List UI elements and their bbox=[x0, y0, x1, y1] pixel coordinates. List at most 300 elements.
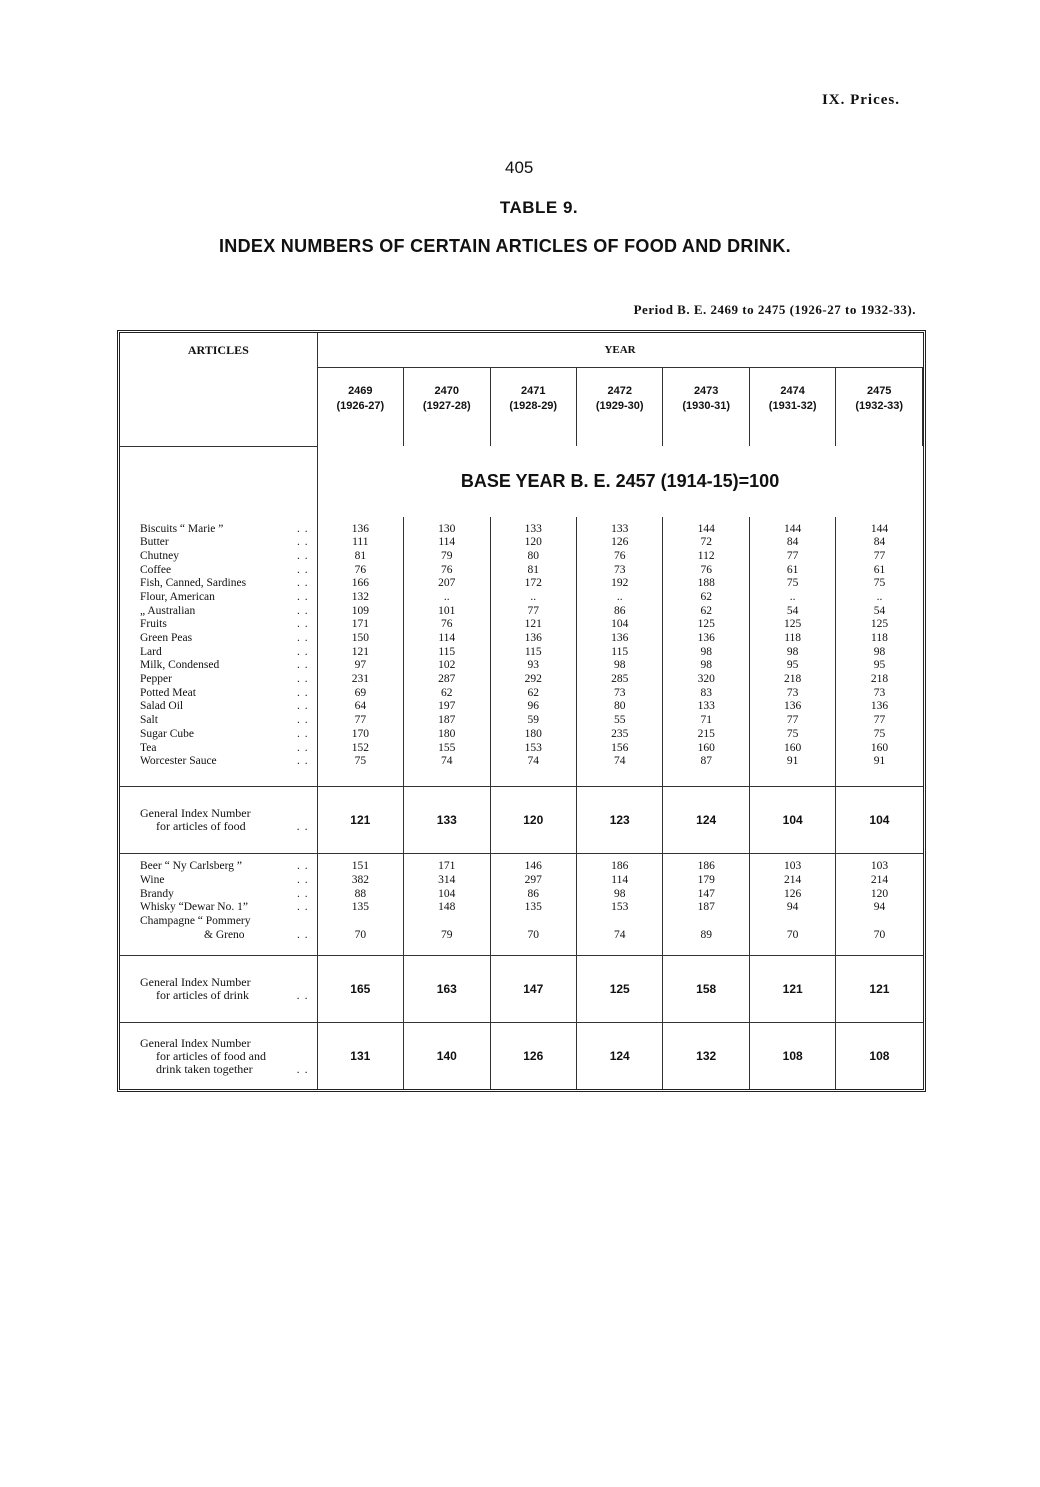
table-cell: 76 bbox=[354, 563, 367, 576]
table-cell: 62 bbox=[700, 590, 712, 603]
index-label-text: General Index Number bbox=[140, 975, 251, 989]
article-name-text: & Greno bbox=[204, 928, 245, 941]
table-cell: 179 bbox=[697, 873, 715, 886]
article-name-text: Salad Oil bbox=[140, 700, 184, 713]
leader-dots: . . bbox=[296, 673, 309, 686]
table-cell: 125 bbox=[784, 618, 802, 631]
article-name bbox=[140, 564, 317, 578]
table-cell: 74 bbox=[613, 928, 626, 941]
article-name-text: „ Australian bbox=[140, 604, 196, 617]
year-column-header bbox=[490, 368, 576, 447]
table-cell: 133 bbox=[697, 700, 715, 713]
table-cell: .. bbox=[530, 590, 537, 603]
index-value: 140 bbox=[404, 1023, 490, 1090]
year-values-column bbox=[576, 854, 662, 956]
year-column-header bbox=[317, 368, 403, 447]
article-name bbox=[140, 742, 317, 756]
table-cell: 160 bbox=[784, 741, 802, 754]
article-name-text: Chutney bbox=[140, 549, 179, 562]
index-value: 163 bbox=[404, 956, 490, 1023]
table-cell: 64 bbox=[354, 700, 367, 713]
index-label-text: for articles of food and bbox=[156, 1048, 266, 1063]
article-name bbox=[140, 888, 317, 902]
table-cell: 95 bbox=[873, 659, 886, 672]
leader-dots: . . bbox=[296, 659, 309, 672]
index-value: 120 bbox=[490, 787, 576, 854]
article-name: Champagne “ Pommery bbox=[140, 914, 251, 927]
total-index-row bbox=[120, 1023, 923, 1090]
table-cell: 130 bbox=[438, 522, 456, 535]
table-cell: 111 bbox=[352, 536, 369, 549]
year-ce: (1932-33) bbox=[855, 400, 904, 412]
table-cell: 80 bbox=[613, 700, 626, 713]
year-be: 2475 bbox=[866, 385, 892, 397]
table-cell: 382 bbox=[351, 873, 369, 886]
leader-dots: . . bbox=[296, 590, 309, 603]
table-cell: 98 bbox=[786, 645, 799, 658]
table-cell: 171 bbox=[351, 618, 369, 631]
index-value: 123 bbox=[576, 787, 662, 854]
table-cell: 75 bbox=[786, 577, 799, 590]
index-label-text: for articles of drink bbox=[156, 988, 249, 1002]
table-cell: 114 bbox=[438, 632, 456, 644]
table-cell: 151 bbox=[351, 860, 369, 873]
table-cell: 171 bbox=[438, 860, 456, 873]
table-cell: 118 bbox=[784, 632, 802, 644]
leader-dots: . . bbox=[296, 686, 309, 699]
table-cell: 84 bbox=[786, 536, 799, 549]
table-cell: 83 bbox=[700, 686, 712, 699]
table-cell: 73 bbox=[613, 686, 626, 699]
index-table bbox=[117, 330, 926, 1092]
table-cell: 136 bbox=[697, 632, 715, 644]
table-cell: 297 bbox=[524, 873, 542, 886]
leader-dots: . . bbox=[296, 577, 309, 590]
year-values-column bbox=[404, 517, 490, 787]
table-cell: 150 bbox=[351, 632, 369, 644]
table-cell: 121 bbox=[524, 618, 542, 631]
year-be: 2472 bbox=[607, 385, 632, 397]
article-name bbox=[140, 550, 317, 564]
table-cell: 81 bbox=[354, 549, 367, 562]
leader-dots: . . bbox=[296, 563, 309, 576]
table-cell: 70 bbox=[873, 928, 886, 941]
table-cell: .. bbox=[616, 590, 623, 603]
table-cell: 114 bbox=[611, 873, 629, 886]
table-cell: 104 bbox=[438, 887, 456, 900]
table-cell: 76 bbox=[441, 563, 453, 576]
index-value: 125 bbox=[576, 956, 662, 1023]
year-column-header bbox=[836, 368, 923, 447]
leader-dots: . . bbox=[296, 860, 309, 873]
table-cell: 197 bbox=[438, 700, 456, 713]
leader-dots: . . bbox=[296, 901, 309, 914]
table-cell: 231 bbox=[351, 673, 369, 686]
table-cell: 81 bbox=[527, 563, 539, 576]
article-name bbox=[140, 659, 317, 673]
index-value: 124 bbox=[663, 787, 749, 854]
table-title: INDEX NUMBERS OF CERTAIN ARTICLES OF FOOD AND DRINK. bbox=[219, 236, 791, 256]
page-number: 405 bbox=[505, 158, 534, 177]
table-cell: 54 bbox=[873, 604, 886, 617]
year-column-header bbox=[404, 368, 490, 447]
article-name-text: Pepper bbox=[140, 673, 172, 686]
index-label-line bbox=[140, 820, 317, 833]
year-values-column bbox=[490, 517, 576, 787]
table-cell: 146 bbox=[524, 860, 542, 873]
leader-dots: . . bbox=[296, 700, 309, 713]
table-cell: 103 bbox=[784, 860, 802, 873]
index-value: 165 bbox=[317, 956, 403, 1023]
table-cell: 69 bbox=[354, 686, 367, 699]
article-name-text: Milk, Condensed bbox=[140, 659, 220, 672]
table-cell: 136 bbox=[611, 632, 629, 644]
table-cell: 91 bbox=[873, 755, 886, 768]
year-values-column bbox=[749, 517, 835, 787]
table-cell: 153 bbox=[611, 901, 629, 914]
article-names-column bbox=[120, 517, 317, 787]
table-cell: 70 bbox=[786, 928, 799, 941]
article-name bbox=[140, 714, 317, 728]
table-cell: 156 bbox=[611, 741, 629, 754]
table-cell: 155 bbox=[438, 741, 456, 754]
article-name bbox=[140, 700, 317, 714]
year-ce: (1929-30) bbox=[595, 400, 644, 412]
table-cell: 218 bbox=[870, 673, 889, 686]
table-cell: 62 bbox=[527, 686, 539, 699]
year-values-column bbox=[749, 854, 835, 956]
table-cell: 98 bbox=[700, 645, 712, 658]
year-be: 2473 bbox=[693, 385, 719, 397]
table-cell: 75 bbox=[786, 727, 799, 740]
table-cell: 101 bbox=[438, 604, 456, 617]
table-label: TABLE 9. bbox=[499, 198, 579, 217]
table-cell: 115 bbox=[524, 645, 542, 658]
base-year-row bbox=[120, 446, 923, 517]
table-cell: 104 bbox=[611, 618, 629, 631]
index-value: 104 bbox=[749, 787, 835, 854]
table-cell: 86 bbox=[527, 887, 539, 900]
table-cell: 112 bbox=[697, 549, 715, 562]
table-cell: 72 bbox=[700, 536, 712, 549]
year-header: YEAR bbox=[317, 333, 922, 368]
table-cell: 125 bbox=[697, 618, 715, 631]
table-cell: 148 bbox=[438, 901, 456, 914]
table-body bbox=[120, 333, 923, 1089]
article-name-text: Wine bbox=[140, 873, 165, 886]
section-heading: IX. Prices. bbox=[821, 92, 900, 108]
table-cell: 132 bbox=[351, 590, 369, 603]
index-label-text: General Index Number bbox=[140, 1035, 251, 1050]
table-cell: 186 bbox=[611, 860, 629, 873]
table-cell: 102 bbox=[438, 659, 456, 672]
table-cell: 144 bbox=[784, 522, 802, 535]
year-values-column bbox=[576, 517, 662, 787]
table-cell: .. bbox=[789, 590, 796, 603]
index-value: 158 bbox=[663, 956, 749, 1023]
table-cell: 76 bbox=[441, 618, 453, 631]
table-cell: 118 bbox=[871, 632, 888, 644]
table-cell: 87 bbox=[700, 755, 712, 768]
article-name bbox=[140, 728, 317, 742]
table-cell: 77 bbox=[786, 714, 799, 727]
article-name-text: Flour, American bbox=[140, 590, 215, 603]
table-cell: 144 bbox=[870, 522, 889, 535]
table-cell: 285 bbox=[611, 673, 629, 686]
table-cell: 74 bbox=[613, 755, 626, 768]
table-cell: 136 bbox=[784, 700, 802, 713]
year-values-column bbox=[663, 854, 749, 956]
leader-dots: . . bbox=[296, 632, 309, 644]
article-name-text: Green Peas bbox=[140, 632, 193, 644]
article-name bbox=[140, 755, 317, 769]
article-name-text: Potted Meat bbox=[140, 686, 196, 699]
year-values-column bbox=[317, 854, 403, 956]
table-cell: 153 bbox=[524, 741, 542, 754]
table-cell: 115 bbox=[438, 645, 456, 658]
article-name bbox=[140, 605, 317, 619]
food-index-row bbox=[120, 787, 923, 854]
table-cell: 80 bbox=[527, 549, 539, 562]
table-cell: 121 bbox=[351, 645, 369, 658]
article-name-text: Biscuits “ Marie ” bbox=[140, 522, 224, 535]
table-cell: 94 bbox=[873, 901, 886, 914]
leader-dots: . . bbox=[296, 741, 309, 754]
table-cell: 61 bbox=[873, 563, 886, 576]
article-name bbox=[140, 523, 317, 537]
table-cell: 75 bbox=[354, 755, 367, 768]
index-value: 126 bbox=[490, 1023, 576, 1090]
index-value: 121 bbox=[749, 956, 835, 1023]
table-cell: 95 bbox=[786, 659, 799, 672]
table-cell: 77 bbox=[786, 549, 799, 562]
article-name bbox=[140, 591, 317, 605]
leader-dots: . . bbox=[296, 727, 309, 740]
table-cell: 62 bbox=[700, 604, 712, 617]
index-label-line bbox=[140, 989, 317, 1002]
leader-dots: . . bbox=[296, 522, 309, 535]
article-name-text: Coffee bbox=[140, 563, 172, 576]
table-cell: 76 bbox=[613, 549, 626, 562]
articles-header: ARTICLES bbox=[120, 333, 317, 446]
table-cell: 93 bbox=[527, 659, 539, 672]
leader-dots: . . bbox=[296, 618, 309, 631]
article-name bbox=[140, 673, 317, 687]
table-cell: 75 bbox=[873, 727, 886, 740]
leader-dots: . . bbox=[296, 928, 309, 941]
table-cell: 125 bbox=[870, 618, 889, 631]
drink-index-row bbox=[120, 956, 923, 1023]
table-cell: 73 bbox=[613, 563, 626, 576]
table-cell: 133 bbox=[524, 522, 542, 535]
year-be: 2471 bbox=[521, 385, 546, 397]
table-cell: 89 bbox=[700, 928, 712, 941]
article-name-text: Tea bbox=[140, 741, 157, 754]
index-value: 108 bbox=[749, 1023, 835, 1090]
table-cell: 94 bbox=[786, 901, 799, 914]
index-value: 131 bbox=[317, 1023, 403, 1090]
table-cell: 70 bbox=[354, 928, 367, 941]
article-name bbox=[140, 632, 317, 646]
index-label bbox=[120, 787, 317, 854]
year-ce: (1931-32) bbox=[768, 400, 817, 412]
article-name-text: Sugar Cube bbox=[140, 727, 194, 740]
article-names-column bbox=[120, 854, 317, 956]
table-cell: 207 bbox=[438, 577, 456, 590]
year-values-column bbox=[663, 517, 749, 787]
table-cell: 170 bbox=[351, 727, 369, 740]
year-ce: (1928-29) bbox=[509, 400, 558, 412]
table-cell: 214 bbox=[784, 873, 802, 886]
article-name-text: Brandy bbox=[140, 887, 174, 900]
article-name-cont bbox=[140, 929, 317, 943]
leader-dots: . . bbox=[296, 604, 309, 617]
article-name-text: Fruits bbox=[140, 618, 167, 631]
year-column-header bbox=[576, 368, 662, 447]
index-value: 147 bbox=[490, 956, 576, 1023]
table-cell: 77 bbox=[527, 604, 539, 617]
table-cell: 192 bbox=[611, 577, 629, 590]
article-name-text: Salt bbox=[140, 714, 158, 727]
table-cell: 77 bbox=[873, 714, 886, 727]
table-cell: 126 bbox=[784, 887, 802, 900]
article-name bbox=[140, 646, 317, 660]
index-value: 121 bbox=[317, 787, 403, 854]
table-cell: 180 bbox=[524, 727, 542, 740]
table-cell: 314 bbox=[438, 873, 456, 886]
index-label-text: drink taken together bbox=[156, 1061, 253, 1076]
article-name-text: Lard bbox=[140, 645, 162, 658]
article-name-text: Whisky “Dewar No. 1” bbox=[140, 901, 248, 914]
year-column-header bbox=[663, 368, 749, 447]
leader-dots: . . bbox=[296, 887, 309, 900]
table-cell: 186 bbox=[697, 860, 715, 873]
table-cell: 74 bbox=[441, 755, 453, 768]
table-cell: 160 bbox=[870, 741, 889, 754]
table-cell: 135 bbox=[351, 901, 369, 914]
base-year-note: BASE YEAR B. E. 2457 (1914-15)=100 bbox=[317, 446, 922, 517]
year-be: 2474 bbox=[780, 385, 805, 397]
table-cell: 126 bbox=[611, 536, 629, 549]
index-label-line bbox=[140, 1063, 317, 1076]
index-table-grid bbox=[120, 333, 923, 1089]
year-ce: (1930-31) bbox=[682, 400, 731, 412]
table-cell: 136 bbox=[351, 522, 369, 535]
year-values-column bbox=[404, 854, 490, 956]
leader-dots: . . bbox=[296, 819, 309, 834]
table-cell: 115 bbox=[611, 645, 629, 658]
table-cell: 135 bbox=[524, 901, 542, 914]
index-label bbox=[120, 956, 317, 1023]
table-cell: 147 bbox=[697, 887, 715, 900]
table-cell: 103 bbox=[870, 860, 889, 873]
year-ce: (1926-27) bbox=[336, 400, 385, 412]
year-ce: (1927-28) bbox=[422, 400, 471, 412]
table-cell: 172 bbox=[524, 577, 542, 590]
leader-dots: . . bbox=[296, 549, 309, 562]
leader-dots: . . bbox=[296, 714, 309, 727]
article-name-text: Worcester Sauce bbox=[140, 755, 217, 768]
article-name bbox=[140, 687, 317, 701]
leader-dots: . . bbox=[296, 536, 309, 549]
table-cell: 98 bbox=[700, 659, 712, 672]
index-value: 104 bbox=[836, 787, 923, 854]
table-cell: 320 bbox=[697, 673, 715, 686]
table-cell: .. bbox=[876, 590, 883, 603]
table-cell: 98 bbox=[873, 645, 886, 658]
period-subtitle: Period B. E. 2469 to 2475 (1926-27 to 1932-33). bbox=[633, 302, 916, 317]
table-cell: 79 bbox=[441, 549, 453, 562]
table-cell: 136 bbox=[524, 632, 542, 644]
food-items-block bbox=[120, 517, 923, 787]
article-name bbox=[140, 874, 317, 888]
table-cell: 287 bbox=[438, 673, 456, 686]
leader-dots: . . bbox=[296, 755, 309, 768]
index-value: 108 bbox=[836, 1023, 923, 1090]
year-values-column bbox=[836, 517, 923, 787]
year-column-header bbox=[749, 368, 835, 447]
table-cell: 218 bbox=[784, 673, 802, 686]
table-cell: 84 bbox=[873, 536, 886, 549]
table-cell: 98 bbox=[613, 659, 626, 672]
table-cell: 235 bbox=[611, 727, 629, 740]
table-cell: 91 bbox=[786, 755, 799, 768]
index-value: 124 bbox=[576, 1023, 662, 1090]
table-cell: 54 bbox=[786, 604, 799, 617]
article-name bbox=[140, 901, 317, 915]
table-cell: 180 bbox=[438, 727, 456, 740]
table-cell: 120 bbox=[524, 536, 542, 549]
base-year-spacer bbox=[120, 446, 317, 517]
article-name-text: Butter bbox=[140, 536, 169, 549]
table-cell: 120 bbox=[870, 887, 889, 900]
table-cell: 187 bbox=[697, 901, 715, 914]
table-cell: 79 bbox=[441, 928, 453, 941]
table-cell: 215 bbox=[697, 727, 715, 740]
leader-dots: . . bbox=[296, 1061, 309, 1076]
index-value: 121 bbox=[836, 956, 923, 1023]
index-value: 133 bbox=[404, 787, 490, 854]
table-cell: 55 bbox=[613, 714, 626, 727]
table-cell: 109 bbox=[351, 604, 369, 617]
drink-items-block bbox=[120, 854, 923, 956]
table-cell: 59 bbox=[527, 714, 539, 727]
index-label bbox=[120, 1023, 317, 1090]
article-name bbox=[140, 618, 317, 632]
index-label-text: General Index Number bbox=[140, 806, 251, 821]
table-cell: 96 bbox=[527, 700, 539, 713]
table-cell: 133 bbox=[611, 522, 629, 535]
year-values-column bbox=[490, 854, 576, 956]
table-cell: .. bbox=[443, 590, 450, 603]
article-name-text: Fish, Canned, Sardines bbox=[140, 577, 247, 590]
table-cell: 187 bbox=[438, 714, 456, 727]
table-cell: 152 bbox=[351, 741, 369, 754]
table-cell: 136 bbox=[870, 700, 889, 713]
table-cell: 77 bbox=[354, 714, 367, 727]
table-cell: 98 bbox=[613, 887, 626, 900]
article-name bbox=[140, 577, 317, 591]
year-values-column bbox=[836, 854, 923, 956]
article-name bbox=[140, 860, 317, 874]
table-cell: 188 bbox=[697, 577, 715, 590]
table-cell: 76 bbox=[700, 563, 712, 576]
table-cell: 70 bbox=[527, 928, 539, 941]
index-label-text: for articles of food bbox=[156, 819, 246, 834]
index-value: 132 bbox=[663, 1023, 749, 1090]
table-cell: 144 bbox=[697, 522, 715, 535]
table-cell: 71 bbox=[700, 714, 712, 727]
